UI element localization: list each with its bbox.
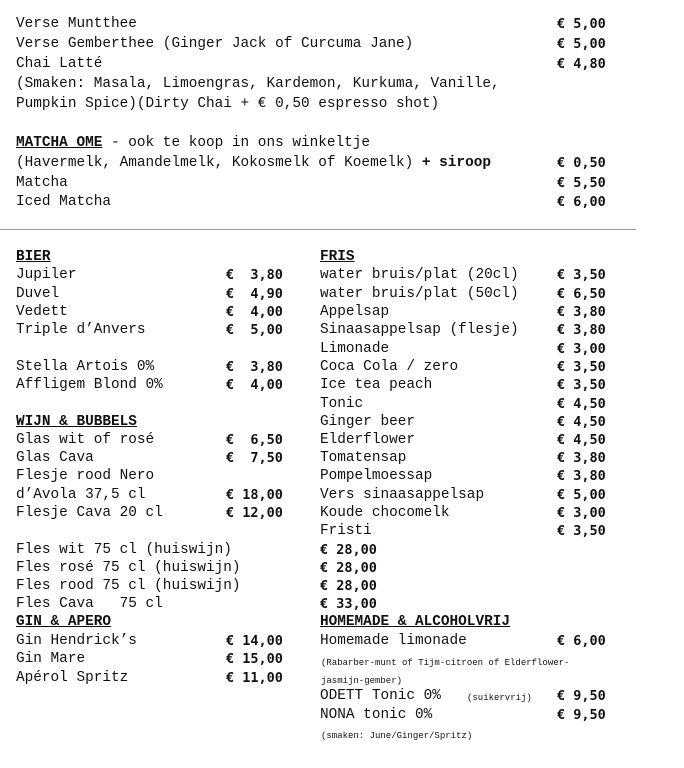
menu-item-price: € 28,00 — [320, 542, 377, 558]
menu-item-name: Duvel — [16, 286, 60, 302]
menu-item-name: Glas Cava — [16, 450, 94, 466]
menu-item-price: € 6,50 — [557, 286, 606, 302]
menu-item-price: € 5,00 — [557, 36, 606, 52]
menu-item-price: € 4,50 — [557, 432, 606, 448]
menu-item-price: € 4,90 — [226, 286, 283, 302]
menu-item-price: € 3,50 — [557, 267, 606, 283]
menu-item-price: € 33,00 — [320, 596, 377, 612]
menu-item-name: Chai Latté — [16, 56, 103, 72]
menu-item-price: € 6,00 — [557, 633, 606, 649]
menu-item-price: € 6,00 — [557, 194, 606, 210]
menu-item-name: Koude chocomelk — [320, 505, 450, 521]
menu-item-name: Limonade — [320, 341, 390, 357]
matcha-heading-line — [16, 134, 370, 152]
menu-item-price: € 28,00 — [320, 578, 377, 594]
menu-item-price: € 0,50 — [557, 155, 606, 171]
menu-item-name: Ginger beer — [320, 414, 415, 430]
homemade-note: jasmijn-gember) — [321, 676, 403, 686]
menu-item-price: € 3,80 — [557, 468, 606, 484]
menu-item-price: € 18,00 — [226, 487, 283, 503]
menu-item-price: € 7,50 — [226, 450, 283, 466]
menu-item-name: Homemade limonade — [320, 633, 467, 649]
menu-item-name: Stella Artois 0% — [16, 359, 155, 375]
menu-item-price: € 4,80 — [557, 56, 606, 72]
menu-item-price: € 5,00 — [557, 16, 606, 32]
menu-item-price: € 3,50 — [557, 359, 606, 375]
menu-item-price: € 9,50 — [557, 688, 606, 704]
menu-item-name: Fles rood 75 cl (huiswijn) — [16, 578, 241, 594]
menu-item-name: Vers sinaasappelsap — [320, 487, 485, 503]
menu-item-price: € 4,50 — [557, 396, 606, 412]
menu-item-name: Ice tea peach — [320, 377, 433, 393]
menu-item-price: € 3,80 — [226, 267, 283, 283]
matcha-heading-note: - ook te koop in ons winkeltje — [102, 135, 371, 151]
matcha-milk-options: (Havermelk, Amandelmelk, Kokosmelk of Koemelk) — [16, 155, 422, 171]
menu-item-name: Coca Cola / zero — [320, 359, 459, 375]
menu-item-name: Apérol Spritz — [16, 670, 129, 686]
menu-item-name: Glas wit of rosé — [16, 432, 155, 448]
menu-item-price: € 5,50 — [557, 175, 606, 191]
menu-item-name: Affligem Blond 0% — [16, 377, 163, 393]
menu-item-price: € 12,00 — [226, 505, 283, 521]
menu-item-price: € 3,80 — [226, 359, 283, 375]
matcha-milk-line — [16, 154, 491, 172]
menu-item-name: Fles wit 75 cl (huiswijn) — [16, 542, 232, 558]
menu-item-price: € 3,80 — [557, 450, 606, 466]
chai-note: (Smaken: Masala, Limoengras, Kardemon, Kurkuma, Vanille, — [16, 76, 500, 92]
nona-note: (smaken: June/Ginger/Spritz) — [321, 731, 473, 741]
homemade-heading: HOMEMADE & ALCOHOLVRIJ — [320, 614, 510, 630]
menu-item-price: € 11,00 — [226, 670, 283, 686]
menu-item-name: Elderflower — [320, 432, 415, 448]
menu-item-name: NONA tonic 0% — [320, 707, 433, 723]
menu-item-name: water bruis/plat (20cl) — [320, 267, 519, 283]
menu-item-name: Pompelmoessap — [320, 468, 433, 484]
bier-heading: BIER — [16, 249, 51, 265]
menu-item-price: € 3,00 — [557, 341, 606, 357]
homemade-note: (Rabarber-munt of Tijm-citroen of Elderflower- — [321, 658, 570, 668]
fris-heading: FRIS — [320, 249, 355, 265]
menu-item-price: € 3,80 — [557, 304, 606, 320]
menu-item-price: € 3,50 — [557, 523, 606, 539]
menu-item-name: Matcha — [16, 175, 68, 191]
divider — [0, 229, 636, 230]
menu-item-name: ODETT Tonic 0% — [320, 688, 441, 704]
menu-item-price: € 14,00 — [226, 633, 283, 649]
menu-item-price: € 28,00 — [320, 560, 377, 576]
gin-heading: GIN & APERO — [16, 614, 111, 630]
menu-item-price: € 6,50 — [226, 432, 283, 448]
menu-item-price: € 4,50 — [557, 414, 606, 430]
menu-item-price: € 5,00 — [557, 487, 606, 503]
menu-item-name: Gin Mare — [16, 651, 86, 667]
menu-item-price: € 3,00 — [557, 505, 606, 521]
menu-item-name: Fles rosé 75 cl (huiswijn) — [16, 560, 241, 576]
menu-item-price: € 3,80 — [557, 322, 606, 338]
menu-item-price: € 5,00 — [226, 322, 283, 338]
menu-item-name: water bruis/plat (50cl) — [320, 286, 519, 302]
menu-item-name: Sinaasappelsap (flesje) — [320, 322, 519, 338]
chai-note: Pumpkin Spice)(Dirty Chai + € 0,50 espresso shot) — [16, 96, 440, 112]
menu-item-name: Appelsap — [320, 304, 390, 320]
menu-item-price: € 3,50 — [557, 377, 606, 393]
menu-item-price: € 9,50 — [557, 707, 606, 723]
menu-item-name: Jupiler — [16, 267, 77, 283]
odett-note: (suikervrij) — [467, 693, 532, 703]
menu-item-name: Tomatensap — [320, 450, 407, 466]
menu-item-name: Iced Matcha — [16, 194, 111, 210]
menu-item-price: € 15,00 — [226, 651, 283, 667]
wijn-heading: WIJN & BUBBELS — [16, 414, 137, 430]
menu-item-name: Vedett — [16, 304, 68, 320]
menu-item-name: Triple d’Anvers — [16, 322, 146, 338]
menu-item-name: Gin Hendrick’s — [16, 633, 137, 649]
menu-item-name: Fristi — [320, 523, 372, 539]
menu-item-name: d’Avola 37,5 cl — [16, 487, 146, 503]
menu-item-name: Fles Cava 75 cl — [16, 596, 163, 612]
matcha-heading: MATCHA OME — [16, 135, 103, 151]
menu-item-name: Tonic — [320, 396, 364, 412]
menu-item-price: € 4,00 — [226, 304, 283, 320]
menu-item-name: Flesje rood Nero — [16, 468, 155, 484]
matcha-siroop: + siroop — [421, 155, 491, 171]
menu-item-price: € 4,00 — [226, 377, 283, 393]
menu-item-name: Verse Gemberthee (Ginger Jack of Curcuma Jane) — [16, 36, 414, 52]
menu-item-name: Flesje Cava 20 cl — [16, 505, 163, 521]
menu-item-name: Verse Muntthee — [16, 16, 137, 32]
